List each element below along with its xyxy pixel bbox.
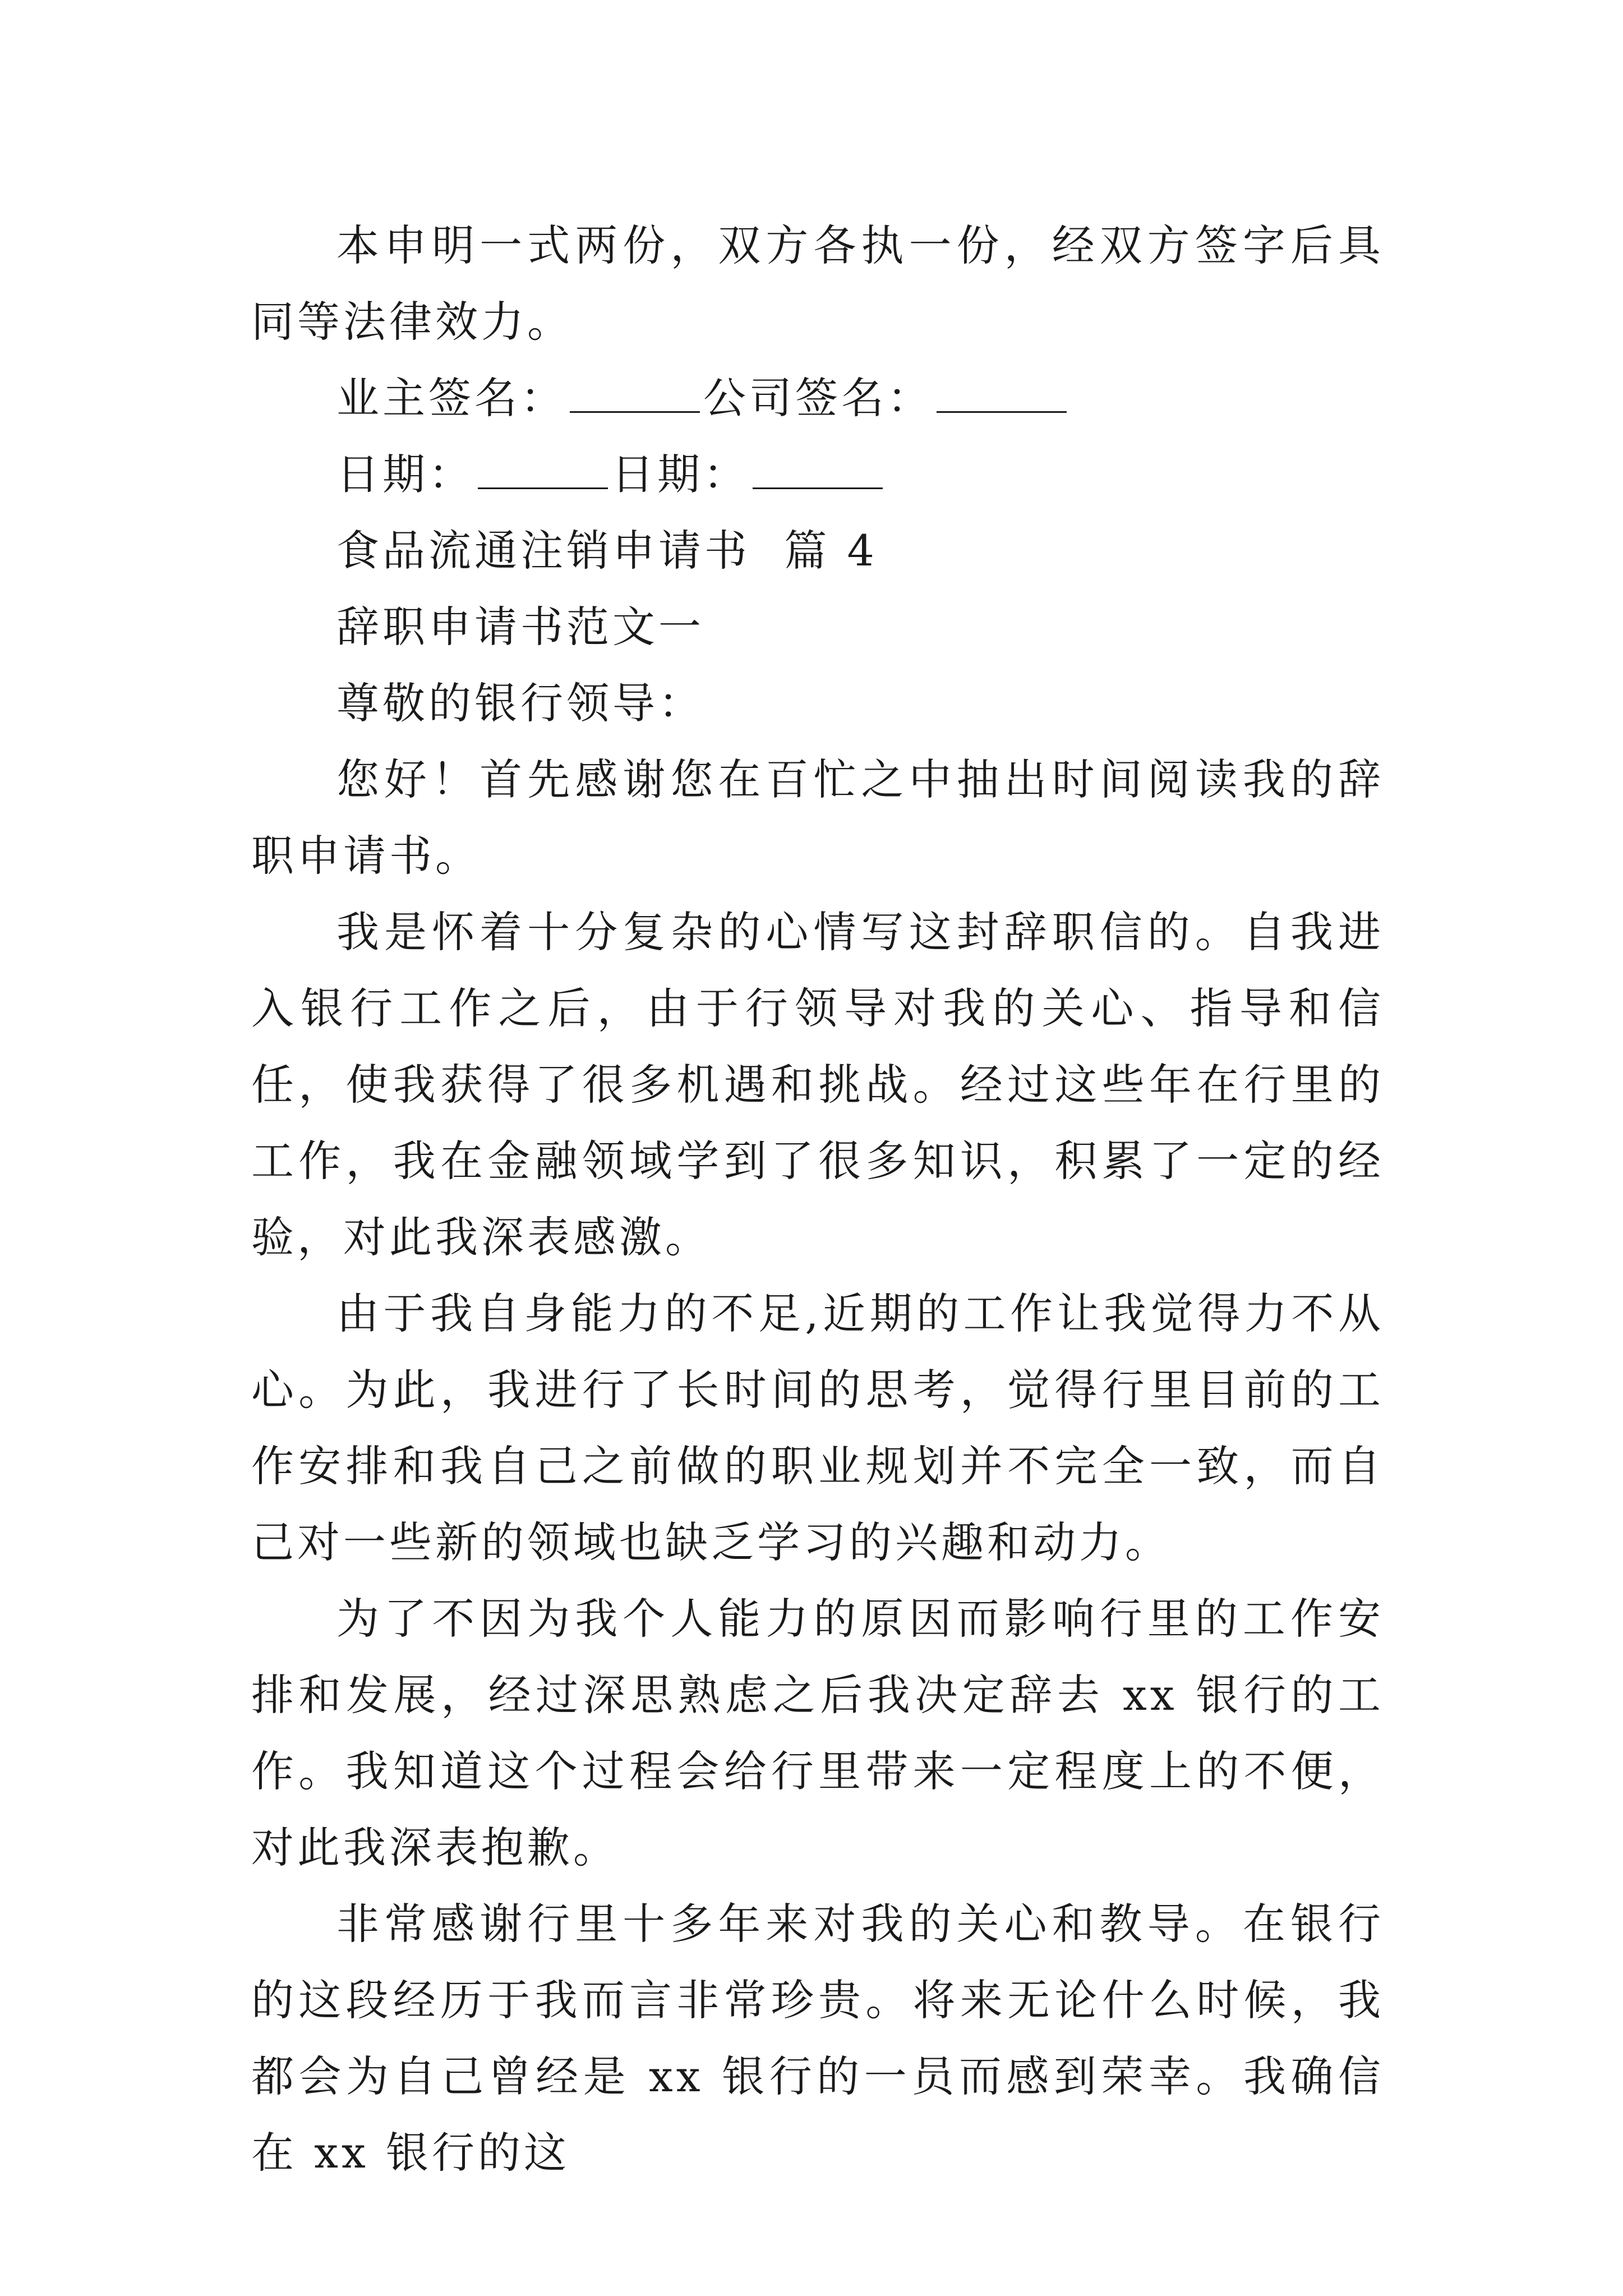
date-blank-company [753,487,883,489]
company-signature-blank [937,411,1067,413]
paragraph-gratitude: 我是怀着十分复杂的心情写这封辞职信的。自我进入银行工作之后，由于行领导对我的关心、指导和信任，使我获得了很多机遇和挑战。经过这些年在行里的工作，我在金融领域学到了很多知识，积累了一定的经验，对此我深表感激。 [251,907,1384,1262]
signature-line [251,360,1384,436]
company-signature-label: 公司签名： [703,373,933,423]
date-label-owner: 日期： [336,449,474,499]
document-body [251,208,1384,2191]
paragraph-reason: 由于我自身能力的不足,近期的工作让我觉得力不从心。为此，我进行了长时间的思考，觉得行里目前的工作安排和我自己之前做的职业规划并不完全一致，而自己对一些新的领域也缺乏学习的兴趣和动力。 [251,1289,1384,1567]
section-heading: 食品流通注销申请书 篇 4 [336,526,878,576]
owner-signature-blank [570,411,700,413]
owner-signature-label: 业主签名： [336,373,566,423]
letter-title: 辞职申请书范文一 [336,602,704,652]
date-blank-owner [478,487,608,489]
paragraph-agreement-copies: 本申明一式两份，双方各执一份，经双方签字后具同等法律效力。 [251,220,1384,347]
date-label-company: 日期： [611,449,749,499]
paragraph-decision: 为了不因为我个人能力的原因而影响行里的工作安排和发展，经过深思熟虑之后我决定辞去 xx 银行的工作。我知道这个过程会给行里带来一定程度上的不便，对此我深表抱歉。 [251,1594,1384,1872]
paragraph-thanks: 非常感谢行里十多年来对我的关心和教导。在银行的这段经历于我而言非常珍贵。将来无论什么时候，我都会为自己曾经是 xx 银行的一员而感到荣幸。我确信在 xx 银行的这 [251,1899,1384,2178]
letter-salutation: 尊敬的银行领导： [336,678,704,728]
paragraph-greeting: 您好！首先感谢您在百忙之中抽出时间阅读我的辞职申请书。 [251,754,1384,881]
date-line [251,436,1384,513]
